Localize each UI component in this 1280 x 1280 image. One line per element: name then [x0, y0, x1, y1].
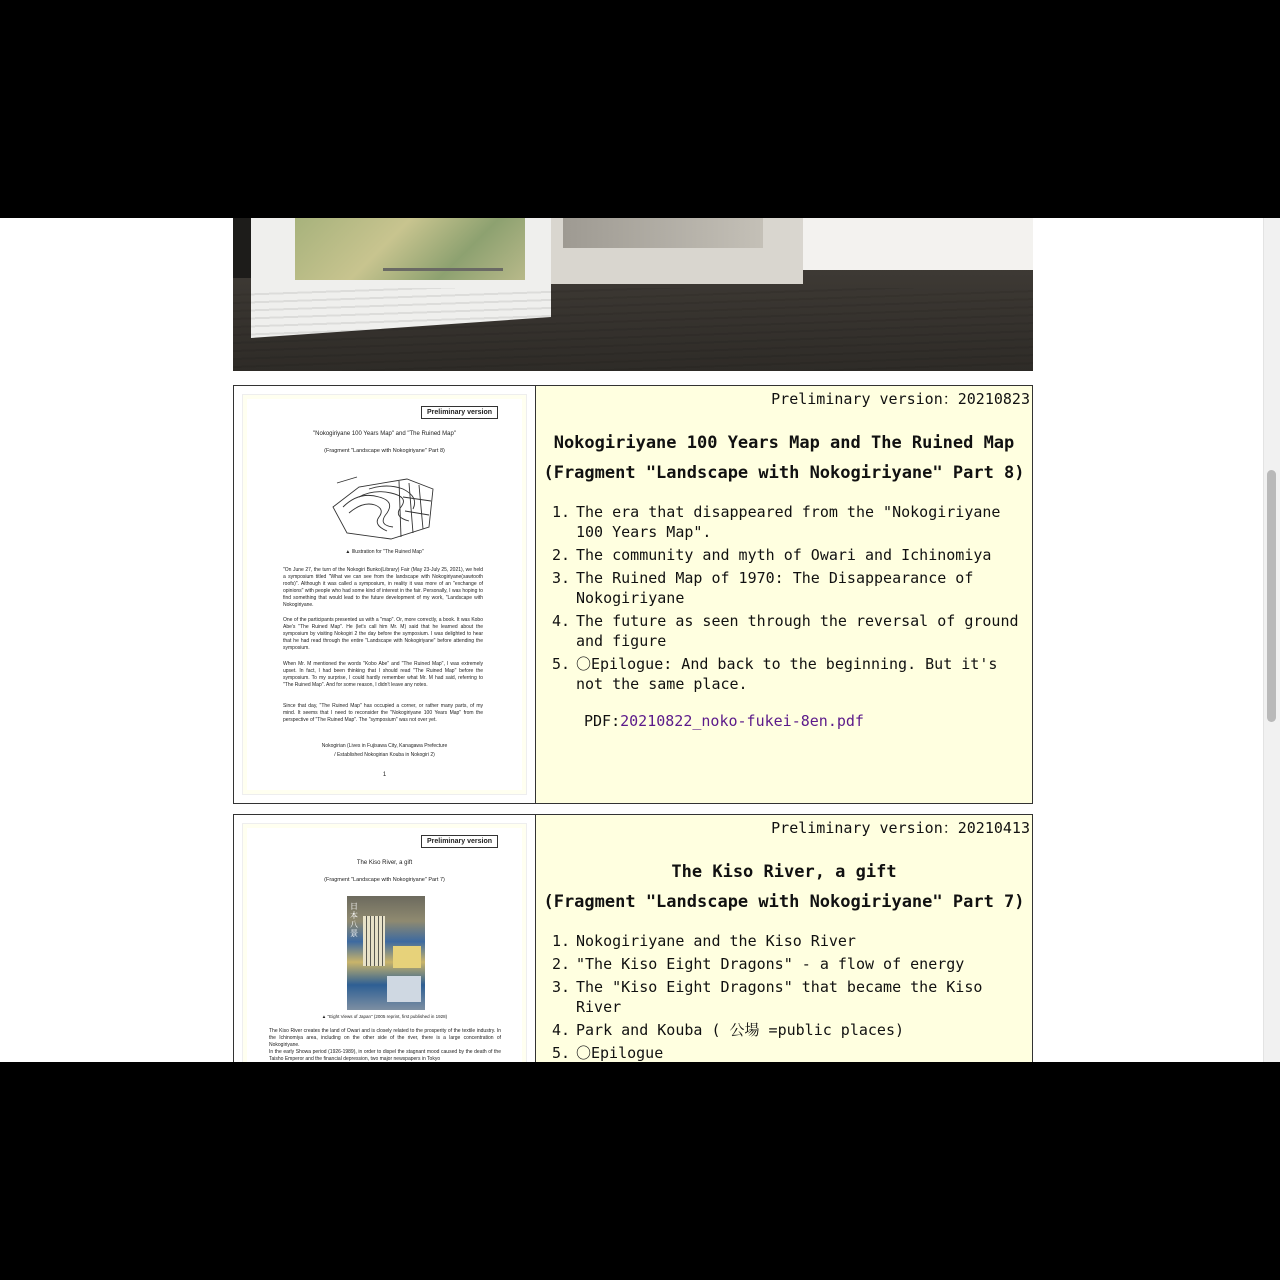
toc-item: 5. 〇Epilogue	[552, 1044, 664, 1062]
thumbnail-paragraph: One of the participants presented us with a "map". Or, more correctly, a book. It was Kobo Abe's "The Ruined Map". He (let's call him Mr. M) said that he learned about the symposium by visiting Nokogiri 2 the day before the symposium. I was delighted to hear that he had read through the entire "Landscape with Nokogiriyane" before attending the symposium.	[283, 617, 483, 651]
thumbnail-page-number: 1	[382, 772, 387, 778]
thumbnail-signature: Nokogirian (Lives in Fujisawa City, Kanagawa Prefecture	[321, 743, 448, 749]
article-thumbnail[interactable]	[234, 815, 536, 1062]
article-subtitle: (Fragment "Landscape with Nokogiriyane" Part 8)	[543, 463, 1025, 483]
thumbnail-paragraph: "On June 27, the turn of the Nokogiri Bunko(Library) Fair (May 23-July 25, 2021), we held a symposium titled "What we can see from the landscape with Nokogiriyane(sawtooth roofs)". Although it was called a symposium, in reality it was more of an "exchange of opinions" with people who had some kind of interest in the fair. Personally, I was hoping to find something that would lead to the future development of my work, "Landscape with Nokogiriyane.	[283, 567, 483, 608]
article-title: Nokogiriyane 100 Years Map and The Ruined Map	[553, 433, 1015, 453]
version-label: Preliminary version：20210413	[771, 819, 1030, 837]
article-thumbnail[interactable]	[234, 386, 536, 803]
thumbnail-page	[242, 823, 527, 1062]
browser-viewport	[0, 218, 1280, 1062]
article-info	[536, 386, 1032, 803]
toc-item: 4. The future as seen through the reversal of ground and figure	[552, 612, 1019, 650]
pdf-download-link[interactable]: 20210822_noko-fukei-8en.pdf	[620, 712, 864, 730]
toc-item: 1. Nokogiriyane and the Kiso River	[552, 932, 856, 950]
table-of-contents	[552, 931, 1022, 1062]
article-info	[536, 815, 1032, 1062]
ruined-map-illustration	[329, 467, 439, 543]
thumbnail-paragraph: The Kiso River creates the land of Owari and is closely related to the prosperity of the textile industry. In the Ichinomiya area, including on the other side of the river, there is a large concentration of Nokogiriyane.	[269, 1028, 501, 1048]
exhibition-photo	[233, 218, 1033, 371]
book-cover-title: 日本八景	[350, 902, 358, 938]
vertical-scrollbar[interactable]	[1263, 218, 1280, 1062]
thumbnail-paragraph: Since that day, "The Ruined Map" has occupied a corner, or rather many parts, of my mind. It seems that I need to reconsider the "Nokogiriyane 100 Years Map" from the perspective of "The Ruined Map". The "symposium" was not over yet.	[283, 703, 483, 723]
preliminary-badge: Preliminary version	[421, 835, 498, 848]
preliminary-badge: Preliminary version	[421, 406, 498, 419]
version-label: Preliminary version：20210823	[771, 390, 1030, 408]
toc-item: 3. The "Kiso Eight Dragons" that became the Kiso River	[552, 978, 983, 1016]
article-entry	[233, 814, 1033, 1062]
thumbnail-title: The Kiso River, a gift	[356, 860, 413, 866]
table-of-contents	[552, 502, 1022, 697]
thumbnail-paragraph: When Mr. M mentioned the words "Kobo Abe" and "The Ruined Map", I was extremely upset. In fact, I had been thinking that I should read "The Ruined Map" before the symposium. To my surprise, I could hardly remember what Mr. M had said, referring to "The Ruined Map". And for some reason, I didn't leave any notes.	[283, 661, 483, 688]
thumbnail-signature: / Established Nokogirian Kouba in Nokogiri 2)	[334, 752, 435, 758]
thumbnail-subtitle: (Fragment "Landscape with Nokogiriyane" Part 8)	[324, 448, 445, 454]
pdf-line	[584, 712, 864, 730]
article-subtitle: (Fragment "Landscape with Nokogiriyane" Part 7)	[543, 892, 1025, 912]
thumbnail-caption: ▲ "Eight Views of Japan" (2005 reprint, first published in 1928)	[321, 1014, 448, 1019]
toc-item: 3. The Ruined Map of 1970: The Disappearance of Nokogiriyane	[552, 569, 974, 607]
toc-item: 1. The era that disappeared from the "Nokogiriyane 100 Years Map".	[552, 503, 1001, 541]
article-title: The Kiso River, a gift	[671, 862, 897, 882]
thumbnail-subtitle: (Fragment "Landscape with Nokogiriyane" Part 7)	[324, 877, 445, 883]
thumbnail-paragraph: In the early Showa period (1926-1989), in order to dispel the stagnant mood caused by the death of the Taisho Emperor and the financial depression, two major newspapers in Tokyo	[269, 1049, 501, 1062]
pdf-label: PDF:	[584, 712, 621, 730]
thumbnail-caption: ▲ Illustration for "The Ruined Map"	[345, 549, 424, 555]
scrollbar-thumb[interactable]	[1267, 470, 1276, 722]
thumbnail-page	[242, 394, 527, 795]
eight-views-book-cover	[347, 896, 425, 1010]
toc-item: 4. Park and Kouba ( 公場 =public places)	[552, 1021, 905, 1039]
toc-item: 2. "The Kiso Eight Dragons" - a flow of energy	[552, 955, 965, 973]
toc-item: 2. The community and myth of Owari and Ichinomiya	[552, 546, 992, 564]
thumbnail-title: "Nokogiriyane 100 Years Map" and "The Ruined Map"	[313, 431, 456, 437]
toc-item: 5. 〇Epilogue: And back to the beginning. But it's not the same place.	[552, 655, 998, 693]
article-entry	[233, 385, 1033, 804]
